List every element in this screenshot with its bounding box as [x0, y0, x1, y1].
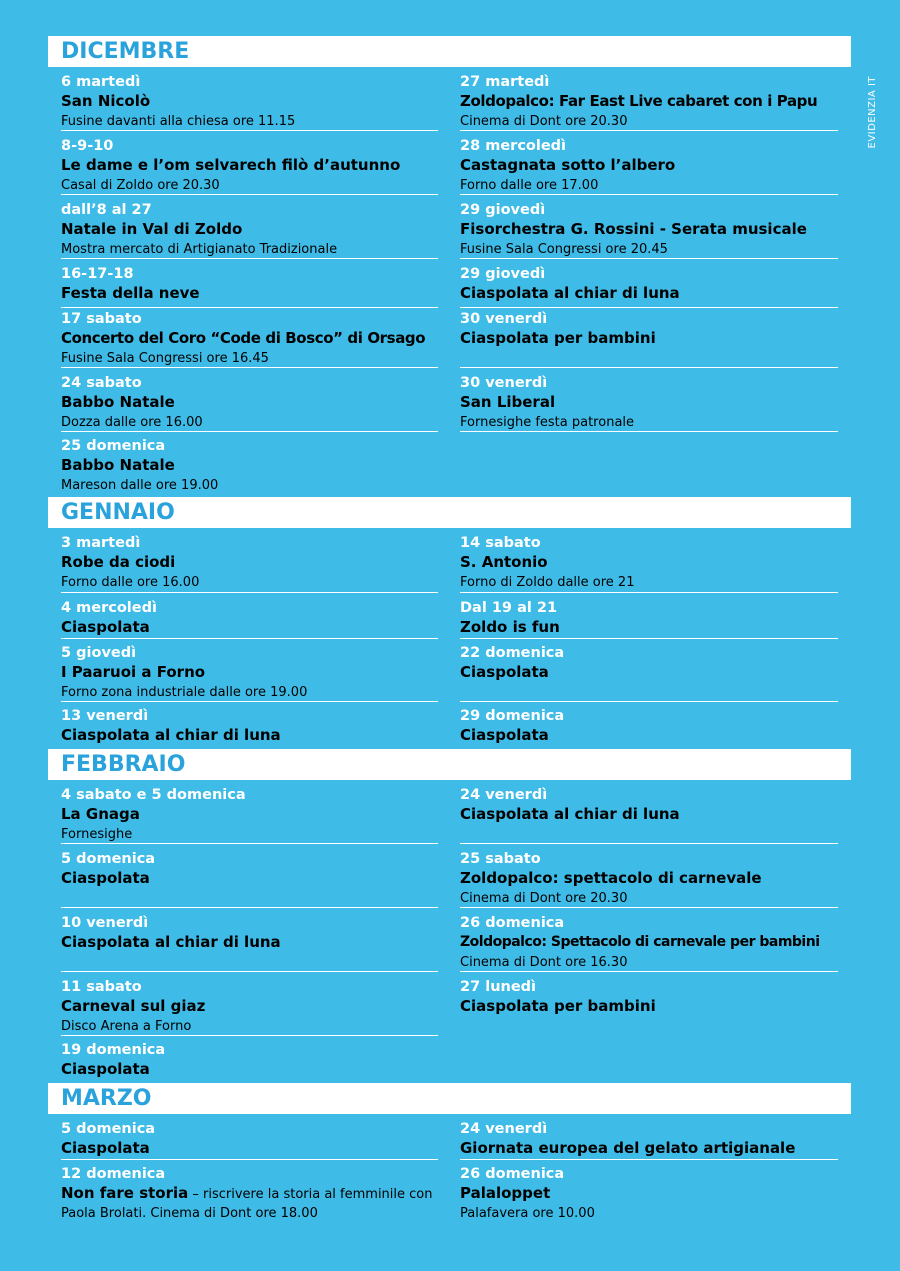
event-item: [61, 71, 438, 131]
event-title: San Nicolò: [61, 92, 151, 110]
event-date: 5 domenica: [61, 851, 156, 867]
section-title: MARZO: [48, 1083, 851, 1114]
event-item: [61, 372, 438, 432]
event-date: 27 lunedì: [460, 979, 537, 995]
event-date: 8-9-10: [61, 138, 114, 154]
event-item: [61, 912, 438, 972]
event-item: [460, 1163, 838, 1225]
event-details: Disco Arena a Forno: [61, 1019, 192, 1034]
event-title: Ciaspolata per bambini: [460, 997, 656, 1015]
event-date: 22 domenica: [460, 645, 565, 661]
event-details: Fornesighe festa patronale: [460, 415, 635, 430]
event-details: Fusine davanti alla chiesa ore 11.15: [61, 114, 296, 129]
event-date: Dal 19 al 21: [460, 600, 558, 616]
event-title: Zoldopalco: Spettacolo di carnevale per bambini: [460, 934, 820, 950]
event-item: [61, 597, 438, 639]
event-title: Zoldopalco: Far East Live cabaret con i Papu: [460, 92, 818, 110]
event-details: Paola Brolati. Cinema di Dont ore 18.00: [61, 1206, 318, 1221]
event-title: Ciaspolata: [460, 663, 549, 681]
event-item: [61, 1039, 438, 1083]
event-item: [460, 705, 838, 749]
event-date: 6 martedì: [61, 74, 141, 90]
event-item: [61, 135, 438, 195]
event-date: 11 sabato: [61, 979, 142, 995]
event-details: Fornesighe: [61, 827, 133, 842]
event-title: Giornata europea del gelato artigianale: [460, 1139, 796, 1157]
event-date: 4 mercoledì: [61, 600, 157, 616]
event-date: 16-17-18: [61, 266, 134, 282]
event-date: 29 giovedì: [460, 266, 546, 282]
event-title: Ciaspolata al chiar di luna: [460, 805, 680, 823]
event-title: Zoldopalco: spettacolo di carnevale: [460, 869, 762, 887]
event-title: S. Antonio: [460, 553, 548, 571]
event-date: 30 venerdì: [460, 375, 548, 391]
event-title: Ciaspolata al chiar di luna: [61, 726, 281, 744]
event-title: Babbo Natale: [61, 456, 175, 474]
event-title: Ciaspolata al chiar di luna: [61, 933, 281, 951]
event-item: [61, 308, 438, 368]
event-title: Zoldo is fun: [460, 618, 560, 636]
event-item: [61, 532, 438, 593]
event-item: [460, 597, 838, 639]
event-title-main: Non fare storia: [61, 1184, 189, 1202]
section-febbraio: [48, 749, 851, 1078]
event-date: 12 domenica: [61, 1166, 166, 1182]
event-item: [460, 784, 838, 844]
event-item: [61, 1163, 453, 1225]
section-gennaio: [48, 497, 851, 744]
event-item: [61, 199, 438, 259]
event-date: 5 domenica: [61, 1121, 156, 1137]
event-item: [460, 642, 838, 702]
event-title: Palaloppet: [460, 1184, 551, 1202]
event-date: 4 sabato e 5 domenica: [61, 787, 246, 803]
event-item: [61, 642, 438, 702]
event-title: Festa della neve: [61, 284, 200, 302]
section-marzo: [48, 1083, 851, 1221]
event-details: Fusine Sala Congressi ore 16.45: [61, 351, 269, 366]
event-date: 10 venerdì: [61, 915, 149, 931]
event-item: [460, 1118, 838, 1160]
section-title: FEBBRAIO: [48, 749, 851, 780]
event-title: Ciaspolata: [61, 618, 150, 636]
event-date: 26 domenica: [460, 1166, 565, 1182]
event-title: Le dame e l’om selvarech filò d’autunno: [61, 156, 401, 174]
event-details: Forno dalle ore 16.00: [61, 575, 200, 590]
event-date: 28 mercoledì: [460, 138, 567, 154]
event-item: [460, 135, 838, 195]
event-date: 17 sabato: [61, 311, 142, 327]
event-title: Ciaspolata: [61, 869, 150, 887]
event-title: Ciaspolata al chiar di luna: [460, 284, 680, 302]
event-title: Carneval sul giaz: [61, 997, 206, 1015]
event-date: 3 martedì: [61, 535, 141, 551]
event-details: Mareson dalle ore 19.00: [61, 478, 219, 493]
event-date: 29 domenica: [460, 708, 565, 724]
event-item: [460, 912, 838, 972]
event-date: 27 martedì: [460, 74, 550, 90]
event-item: [61, 784, 438, 844]
event-item: [460, 976, 838, 1036]
event-date: dall’8 al 27: [61, 202, 152, 218]
event-item: [460, 199, 838, 259]
event-date: 14 sabato: [460, 535, 541, 551]
event-date: 26 domenica: [460, 915, 565, 931]
event-title-suffix: – riscrivere la storia al femminile con: [188, 1187, 433, 1202]
event-item: [61, 1118, 438, 1160]
event-date: 29 giovedì: [460, 202, 546, 218]
event-date: 25 sabato: [460, 851, 541, 867]
section-title: DICEMBRE: [48, 36, 851, 67]
event-title: Castagnata sotto l’albero: [460, 156, 676, 174]
event-details: Cinema di Dont ore 20.30: [460, 891, 628, 906]
event-details: Forno dalle ore 17.00: [460, 178, 599, 193]
event-date: 24 sabato: [61, 375, 142, 391]
event-title: Fisorchestra G. Rossini - Serata musicale: [460, 220, 807, 238]
event-title: Ciaspolata: [460, 726, 549, 744]
event-title: I Paaruoi a Forno: [61, 663, 206, 681]
event-title: Ciaspolata: [61, 1139, 150, 1157]
event-title: [61, 1184, 433, 1204]
event-details: Fusine Sala Congressi ore 20.45: [460, 242, 668, 257]
event-item: [460, 71, 838, 131]
event-details: Casal di Zoldo ore 20.30: [61, 178, 220, 193]
event-date: 5 giovedì: [61, 645, 137, 661]
event-title: Natale in Val di Zoldo: [61, 220, 243, 238]
event-date: 19 domenica: [61, 1042, 166, 1058]
side-credit: EVIDENZIA IT: [867, 76, 878, 149]
event-details: Forno zona industriale dalle ore 19.00: [61, 685, 308, 700]
event-item: [460, 848, 838, 908]
event-item: [61, 848, 438, 908]
event-item: [61, 435, 438, 495]
event-title: Concerto del Coro “Code di Bosco” di Orsago: [61, 329, 426, 347]
section-title: GENNAIO: [48, 497, 851, 528]
event-item: [61, 705, 438, 749]
event-item: [460, 532, 838, 593]
event-title: Robe da ciodi: [61, 553, 176, 571]
event-details: Cinema di Dont ore 20.30: [460, 114, 628, 129]
event-item: [61, 976, 438, 1036]
section-dicembre: [48, 36, 851, 493]
event-date: 24 venerdì: [460, 1121, 548, 1137]
event-title: Ciaspolata per bambini: [460, 329, 656, 347]
event-item: [61, 263, 438, 308]
event-details: Palafavera ore 10.00: [460, 1206, 595, 1221]
event-item: [460, 263, 838, 308]
event-title: San Liberal: [460, 393, 556, 411]
event-details: Forno di Zoldo dalle ore 21: [460, 575, 635, 590]
event-date: 25 domenica: [61, 438, 166, 454]
event-details: Mostra mercato di Artigianato Tradizionale: [61, 242, 338, 257]
event-title: Babbo Natale: [61, 393, 175, 411]
event-date: 13 venerdì: [61, 708, 149, 724]
event-title: Ciaspolata: [61, 1060, 150, 1078]
event-date: 30 venerdì: [460, 311, 548, 327]
event-date: 24 venerdì: [460, 787, 548, 803]
event-title: La Gnaga: [61, 805, 140, 823]
event-details: Cinema di Dont ore 16.30: [460, 955, 628, 970]
event-item: [460, 308, 838, 368]
event-details: Dozza dalle ore 16.00: [61, 415, 203, 430]
event-item: [460, 372, 838, 432]
